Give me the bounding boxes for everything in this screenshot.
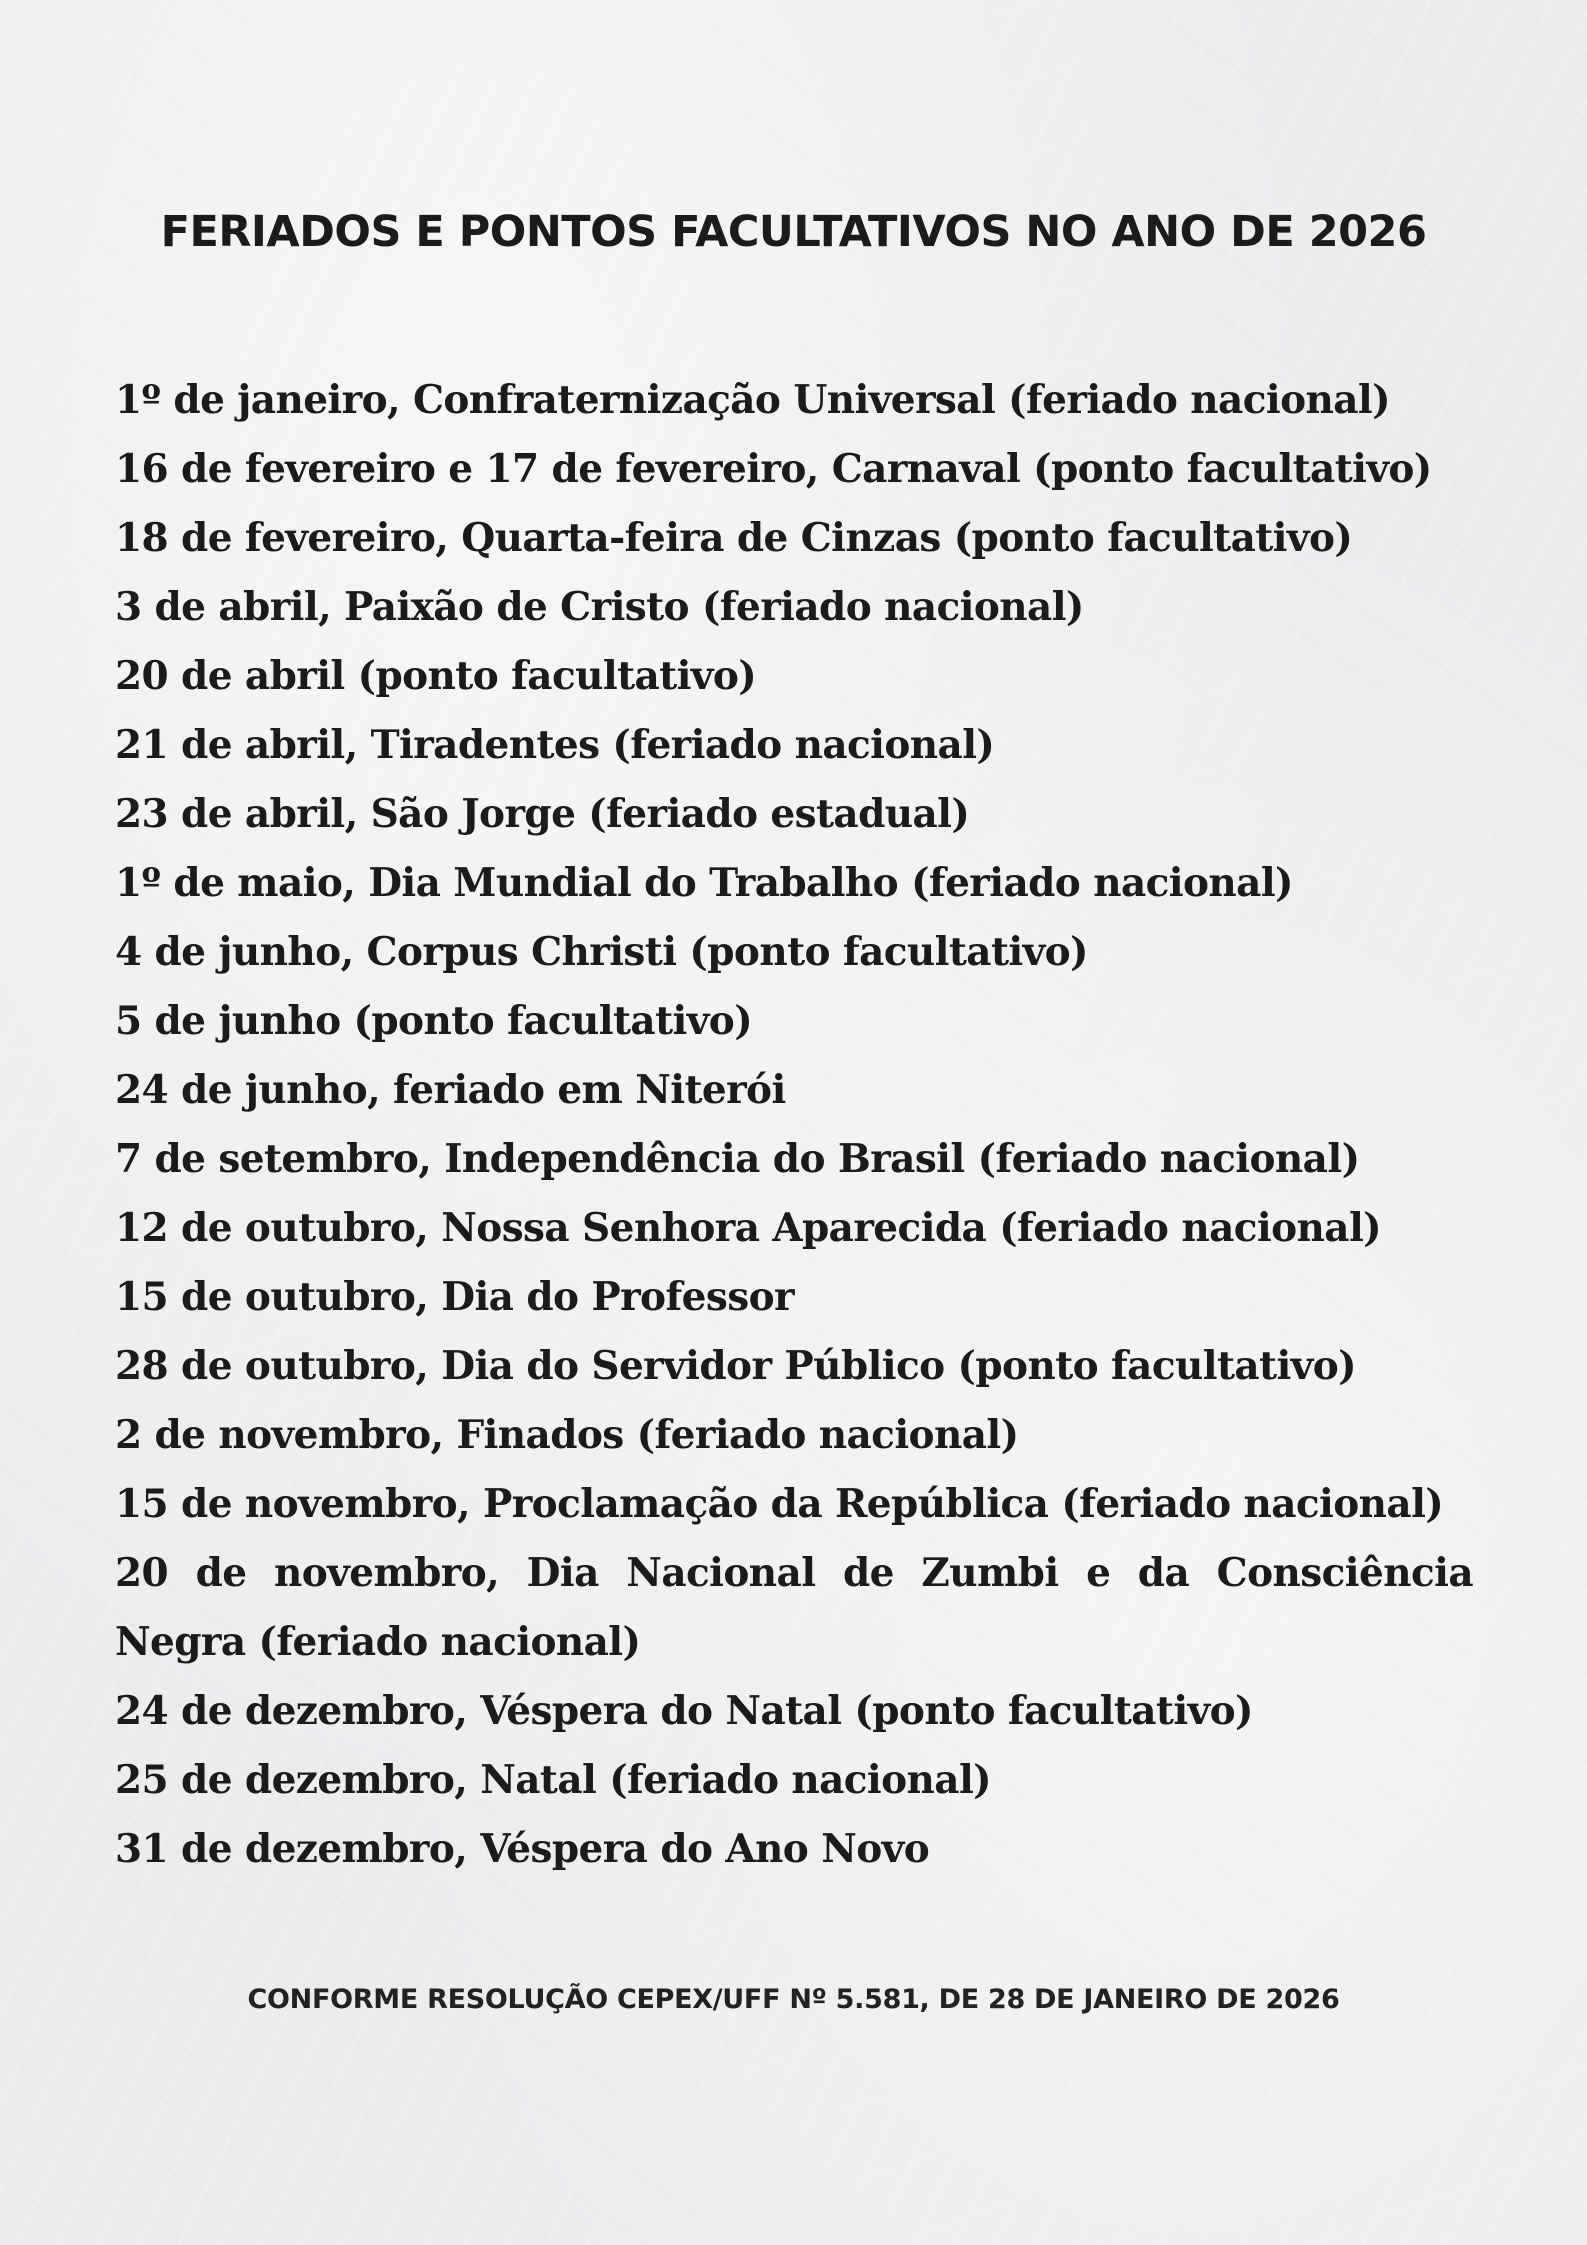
- holiday-item: 24 de dezembro, Véspera do Natal (ponto facultativo): [115, 1688, 1253, 1734]
- holiday-item: 18 de fevereiro, Quarta-feira de Cinzas (ponto facultativo): [115, 515, 1353, 561]
- holiday-item: 1º de maio, Dia Mundial do Trabalho (feriado nacional): [115, 860, 1293, 906]
- holiday-item: 25 de dezembro, Natal (feriado nacional): [115, 1757, 992, 1803]
- holiday-list: [115, 366, 1473, 1884]
- holiday-item: 7 de setembro, Independência do Brasil (feriado nacional): [115, 1136, 1360, 1182]
- holiday-item: 23 de abril, São Jorge (feriado estadual): [115, 791, 970, 837]
- holiday-item: 31 de dezembro, Véspera do Ano Novo: [115, 1826, 930, 1872]
- holiday-item: 15 de outubro, Dia do Professor: [115, 1274, 794, 1320]
- page-title: FERIADOS E PONTOS FACULTATIVOS NO ANO DE 2026: [160, 207, 1427, 257]
- holiday-item: 24 de junho, feriado em Niterói: [115, 1067, 786, 1113]
- holiday-item: 20 de novembro, Dia Nacional de Zumbi e da Consciência Negra (feriado nacional): [115, 1550, 1473, 1665]
- holiday-item: 20 de abril (ponto facultativo): [115, 653, 757, 699]
- holiday-item: 28 de outubro, Dia do Servidor Público (ponto facultativo): [115, 1343, 1357, 1389]
- holiday-item: 16 de fevereiro e 17 de fevereiro, Carnaval (ponto facultativo): [115, 446, 1432, 492]
- holiday-item: 21 de abril, Tiradentes (feriado nacional): [115, 722, 995, 768]
- holiday-item: 1º de janeiro, Confraternização Universal (feriado nacional): [115, 377, 1390, 423]
- holiday-item: 3 de abril, Paixão de Cristo (feriado nacional): [115, 584, 1084, 630]
- holiday-item: 4 de junho, Corpus Christi (ponto facultativo): [115, 929, 1088, 975]
- holiday-item: 5 de junho (ponto facultativo): [115, 998, 753, 1044]
- resolution-footer: CONFORME RESOLUÇÃO CEPEX/UFF Nº 5.581, DE 28 DE JANEIRO DE 2026: [247, 1984, 1340, 2015]
- holiday-item: 2 de novembro, Finados (feriado nacional): [115, 1412, 1019, 1458]
- holiday-item: 15 de novembro, Proclamação da República (feriado nacional): [115, 1481, 1444, 1527]
- holiday-item: 12 de outubro, Nossa Senhora Aparecida (feriado nacional): [115, 1205, 1382, 1251]
